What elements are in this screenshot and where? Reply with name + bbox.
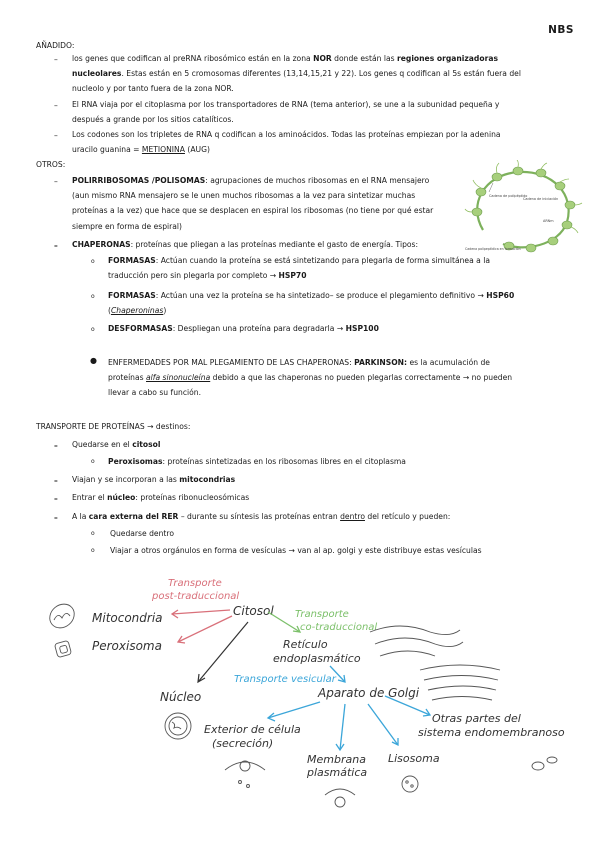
polysome-label: Cadena de polipéptido [489,194,528,198]
node-mitocondria: Mitocondria [92,611,163,625]
polysome-label: Cadena polipeptídica en formación [465,247,521,251]
green-label-line1: Transporte [295,609,349,620]
node-lisosoma: Lisosoma [388,752,440,765]
dash-bullet: – [54,494,58,503]
dash-bullet: – [54,476,58,485]
blue-label: Transporte vesicular [234,674,336,685]
node-otras-line1: Otras partes del [432,712,521,725]
enfermedades-text: ENFERMEDADES POR MAL PLEGAMIENTO DE LAS CHAPERONAS: PARKINSON: es la acumulación de proteínas alfa sinonucleína debido a que las chaperonas no pueden plegarlas correctamente → no pueden llevar a cabo su función. [108,358,513,398]
transporte-citosol: Quedarse en el citosol [72,440,161,449]
node-golgi: Aparato de Golgi [318,686,420,700]
section-transporte-title: TRANSPORTE DE PROTEÍNAS → destinos: [36,422,191,431]
section-otros-title: OTROS: [36,160,66,169]
red-label-line1: Transporte [168,578,222,589]
dash-bullet: – [54,441,58,450]
node-reticulo-line2: endoplasmático [273,652,361,665]
node-citosol: Citosol [233,604,274,618]
node-membrana-line1: Membrana [307,753,366,766]
black-arrows [198,622,248,682]
bullet-circle: o [91,293,95,300]
bullet-circle: o [91,326,95,333]
dash-bullet: – [54,101,58,110]
chaperonas-text: CHAPERONAS: proteínas que pliegan a las proteínas mediante el gasto de energía. Tipos: [72,240,419,249]
dash-bullet: – [54,241,58,250]
dash-bullet: – [54,131,58,140]
dash-bullet: – [54,55,58,64]
node-membrana-line2: plasmática [307,766,368,779]
formasas-1: FORMASAS: Actúan cuando la proteína se está sintetizando para plegarla de forma simultánea a la traducción pero sin plegarla por completo → HSP70 [108,256,490,281]
dash-bullet: – [54,177,58,186]
green-label-line2: co-traduccional [300,622,378,633]
polysome-label: ARNm [543,219,554,223]
bullet-circle: o [91,258,95,265]
desformasas: DESFORMASAS: Despliegan una proteína para degradarla → HSP100 [108,324,379,333]
transporte-rer: A la cara externa del RER – durante su síntesis las proteínas entran dentro del retículo y pueden: [72,512,451,521]
node-otras-line2: sistema endomembranoso [418,726,565,739]
header-initials: NBS [548,24,574,36]
node-reticulo-line1: Retículo [283,638,328,651]
red-arrows [172,610,232,643]
dash-bullet: – [54,513,58,522]
bullet-circle: o [91,547,95,554]
red-label-line2: post-traduccional [152,591,240,602]
node-peroxisoma: Peroxisoma [92,639,162,653]
transporte-nucleo: Entrar el núcleo: proteínas ribonucleosómicas [72,493,250,502]
formasas-2: FORMASAS: Actúan una vez la proteína se ha sintetizado– se produce el plegamiento definitivo → HSP60 (Chaperoninas) [108,291,515,316]
anadido-item-2: El RNA viaja por el citoplasma por los transportadores de RNA (tema anterior), se une a la subunidad pequeña y después a grande por los sitios catalíticos. [72,100,500,125]
polysome-label: Cadena de iniciación [523,197,559,201]
transporte-mitocondrias: Viajan y se incorporan a las mitocondrias [72,475,236,484]
bullet-circle: o [91,530,95,537]
transporte-rer-sub2: Viajar a otros orgánulos en forma de vesículas → van al ap. golgi y este distribuye estas vesículas [110,546,482,555]
bullet-circle: o [91,458,95,465]
node-exterior-line2: (secreción) [212,737,274,750]
anadido-item-3: Los codones son los tripletes de RNA q codifican a los aminoácidos. Todas las proteínas empiezan por la adenina uracilo guanina = METIONINA (AUG) [72,130,501,155]
protein-transport-diagram [0,570,600,840]
polirribosomas-text: POLIRRIBOSOMAS /POLISOMAS: agrupaciones de muchos ribosomas en el RNA mensajero (aun mismo RNA mensajero se le unen muchos ribosomas a la vez para sintetizar muchas proteínas a la vez) que hace que se desplacen en espiral los ribosomas (no tiene por qué estar siempre en forma de espiral) [72,176,434,231]
section-anadido-title: AÑADIDO: [36,41,75,50]
node-exterior-line1: Exterior de célula [204,723,301,736]
anadido-item-1: los genes que codifican al preRNA ribosómico están en la zona NOR donde están las regiones organizadoras nucleolares. Estas están en 5 cromosomas diferentes (13,14,15,21 y 22). Los genes q codifican al 5s están fuera del nucleolo y por tanto fuera de la zona NOR. [72,54,521,94]
transporte-rer-sub1: Quedarse dentro [110,529,174,538]
transporte-peroxisomas: Peroxisomas: proteínas sintetizadas en los ribosomas libres en el citoplasma [108,457,406,466]
node-nucleo: Núcleo [160,690,202,704]
bullet-dot: ● [90,356,97,365]
